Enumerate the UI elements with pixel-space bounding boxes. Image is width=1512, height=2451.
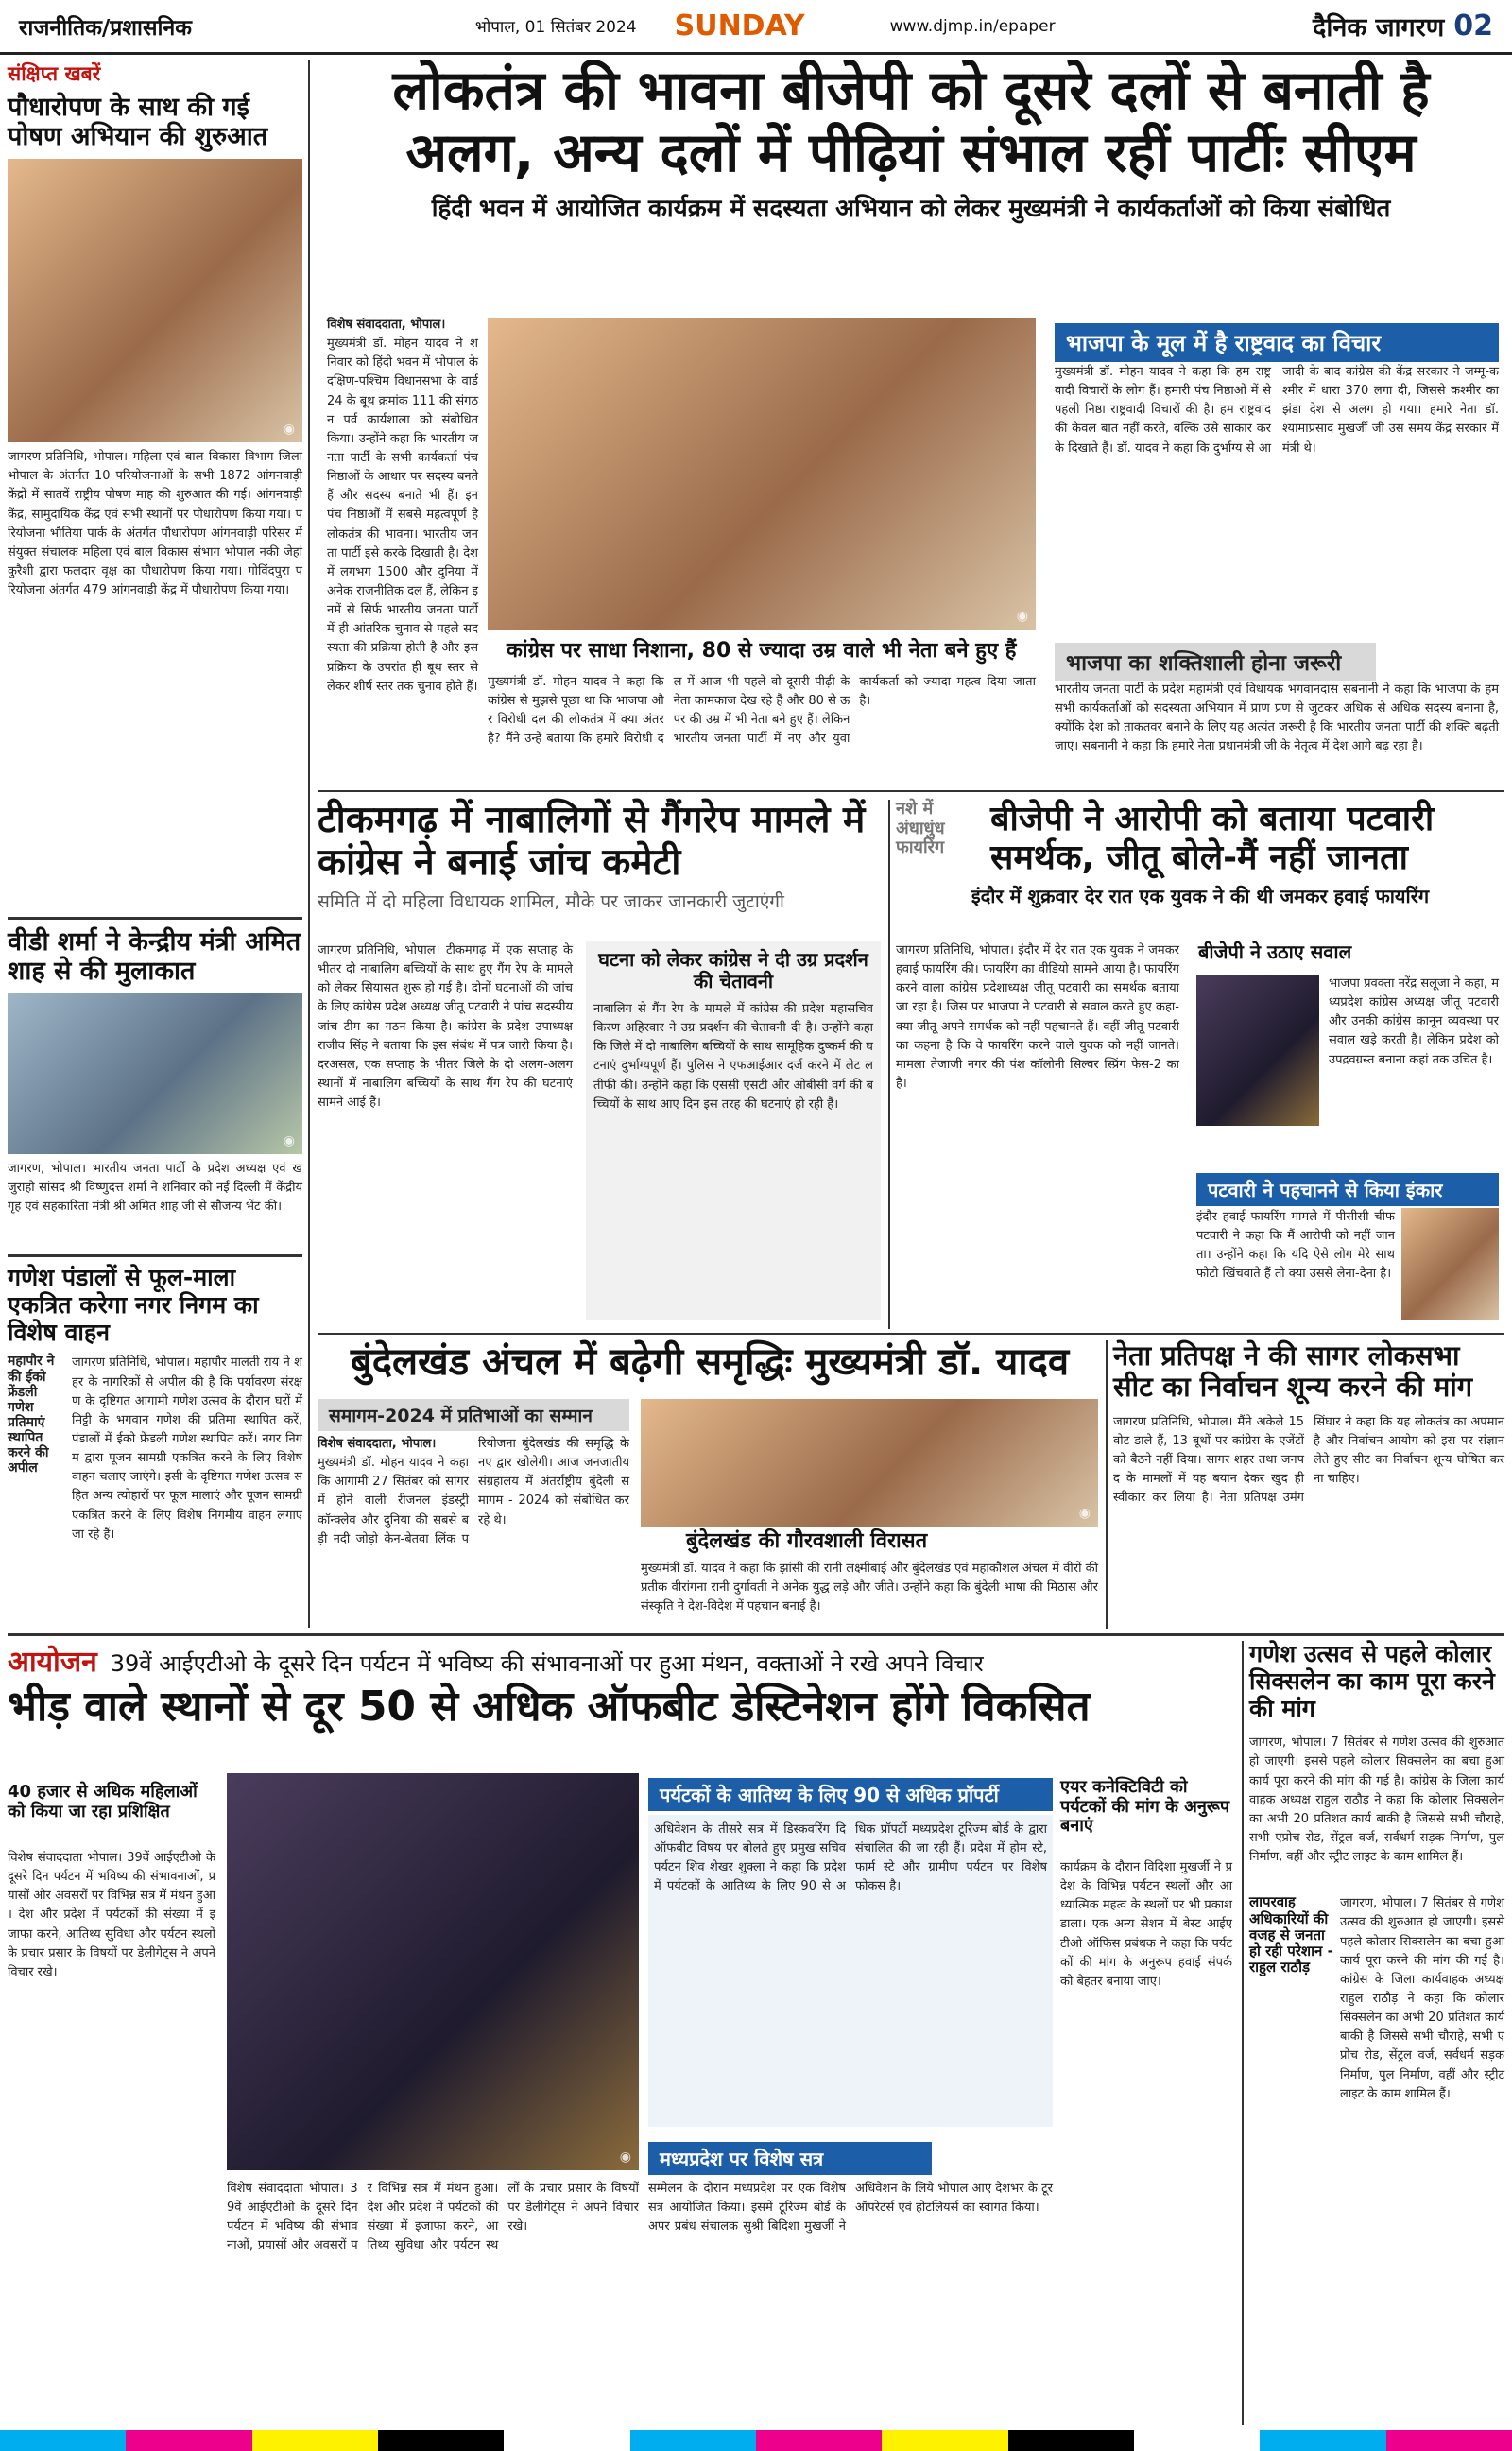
- firing-kicker: नशे में अंधाधुंध फायरिंग: [896, 799, 945, 858]
- tourism-box2-body: सम्मेलन के दौरान मध्यप्रदेश पर एक विशेष सत्र आयोजित किया। इसमें टूरिज्म बोर्ड के अपर प्रबंध संचालक सुश्री बिदिशा मुखर्जी ने अधिवेशन के लिये भोपाल आए देशभर के टूर ऑपरेटर्स एवं होटलियर्स का स्वागत किया।: [648, 2182, 1053, 2235]
- lead-box1-body: मुख्यमंत्री डॉ. मोहन यादव ने कहा कि हम राष्ट्रवादी विचारों के लोग हैं। हमारी पंच निष्ठाओं में से पहली निष्ठा राष्ट्रवादी विचारों की है। हम राष्ट्रवाद की केवल बात नहीं करते, बल्कि उसे साकार करके दिखाते हैं। डॉ. यादव ने कहा कि दुर्भाग्य से आजादी के बाद कांग्रेस की केंद्र सरकार ने जम्मू-कश्मीर में धारा 370 लगा दी, जिससे कश्मीर का झंडा देश से अलग हो गया। हमारे नेता डॉ. श्यामाप्रसाद मुखर्जी जी उस समय केंद्र सरकार में मंत्री थे।: [1055, 365, 1499, 456]
- brief-news-tag: संक्षिप्त खबरें: [8, 62, 101, 85]
- horizontal-rule: [318, 1333, 1504, 1335]
- print-color-strip: [0, 2430, 1512, 2451]
- camera-icon: ◉: [619, 2149, 631, 2165]
- firing-box-title: बीजेपी ने उठाए सवाल: [1198, 941, 1352, 963]
- lead-box2-title: भाजपा का शक्तिशाली होना जरूरी: [1055, 643, 1376, 681]
- story3-side: महापौर ने की ईको फ्रेंडली गणेश प्रतिमाएं स्थापित करने की अपील: [8, 1354, 55, 1476]
- tourism-story: [8, 1641, 1236, 2425]
- firing-box2-body: इंदौर हवाई फायरिंग मामले में पीसीसी चीफ पटवारी ने कहा कि मैं आरोपी को नहीं जानता। उन्होंने कहा कि यदि ऐसे लोग मेरे साथ फोटो खिंचवाते हैं तो क्या उससे लेना-देना है।: [1196, 1210, 1395, 1282]
- tourism-box1-body: अधिवेशन के तीसरे सत्र में डिस्कवरिंग दि ऑफबीट विषय पर बोलते हुए प्रमुख सचिव पर्यटन शिव शेखर शुक्ला ने कहा कि प्रदेश में पर्यटकों के आतिथ्य के लिए 90 से अधिक प्रॉपर्टी मध्यप्रदेश टूरिज्म बोर्ड के द्वारा संचालित की जा रही हैं। प्रदेश में होम स्टे, फार्म स्टे और ग्रामीण पर्यटन पर विशेष फोकस है।: [648, 1815, 1053, 2127]
- tourism-box1-title: पर्यटकों के आतिथ्य के लिए 90 से अधिक प्रॉपर्टी: [648, 1778, 1053, 1811]
- firing-headline: बीजेपी ने आरोपी को बताया पटवारी समर्थक, जीतू बोले-मैं नहीं जानता: [990, 800, 1435, 878]
- tourism-photo: [227, 1773, 639, 2170]
- lead-headline: लोकतंत्र की भावना बीजेपी को दूसरे दलों से बनाती है अलग, अन्य दलों में पीढ़ियां संभाल रहीं पार्टीः सीएम: [392, 60, 1430, 184]
- story1-title: पौधारोपण के साथ की गई पोषण अभियान की शुरुआत: [8, 93, 268, 152]
- tourism-body: विशेष संवाददाता भोपाल। 39वें आईएटीओ के दूसरे दिन पर्यटन में भविष्य की संभावनाओं, प्रयासों और अवसरों पर विभिन्न सत्र में मंथन हुआ। देश और प्रदेश में पर्यटकों की संख्या में इजाफा करने, आतिथ्य सुविधा और पर्यटन स्थलों के प्रचार प्रसार के विषयों पर डेलीगेट्स ने अपने विचार रखे।: [227, 2182, 639, 2253]
- firing-story: [896, 800, 1504, 1329]
- tikamgarh-subhead: समिति में दो महिला विधायक शामिल, मौके पर जाकर जानकारी जुटाएंगी: [318, 890, 784, 912]
- bundelkhand-body: मुख्यमंत्री डॉ. मोहन यादव ने कहा कि आगामी 27 सितंबर को सागर में होने वाली रीजनल इंडस्ट्री कॉन्क्लेव और दुनिया की सबसे बड़ी नदी जोड़ो केन-बेतवा लिंक परियोजना बुंदेलखंड की समृद्धि के नए द्वार खोलेगी। आज जनजातीय संग्रहालय में अंतर्राष्ट्रीय बुंदेली समागम - 2024 को संबोधित कर रहे थे।: [318, 1437, 629, 1546]
- sagar-story: [1113, 1340, 1504, 1629]
- camera-icon: ◉: [1016, 609, 1028, 624]
- dateline: भोपाल, 01 सितंबर 2024: [474, 18, 637, 37]
- firing-accused-photo: [1196, 975, 1319, 1126]
- firing-box-body: भाजपा प्रवक्ता नरेंद्र सलूजा ने कहा, मध्यप्रदेश कांग्रेस अध्यक्ष जीतू पटवारी और उनकी कांग्रेस कानून व्यवस्था पर सवाल खड़े करती है। लेकिन प्रदेश को उपद्रवग्रस्त बनाना कहां तक उचित है।: [1329, 976, 1499, 1067]
- divider: [8, 917, 302, 920]
- tourism-kicker: 39वें आईएटीओ के दूसरे दिन पर्यटन में भविष्य की संभावनाओं पर हुआ मंथन, वक्ताओं ने रखे अपने विचार: [110, 1650, 984, 1677]
- tikamgarh-story: [318, 800, 885, 1329]
- ganesh-body-cont: जागरण, भोपाल। 7 सितंबर से गणेश उत्सव की शुरुआत हो जाएगी। इससे पहले कोलार सिक्सलेन का बचा हुआ कार्य पूरा करने की मांग की गई है। कांग्रेस के जिला कार्यवाहक अध्यक्ष राहुल राठौड़ ने कहा कि कोलार सिक्सलेन का अभी 20 प्रतिशत कार्य बाकी है जिससे सभी चौराहे, सभी एप्रोच रोड, सेंट्रल वर्ज, सर्वधर्म सड़क निर्माण, पुल निर्माण, वहीं और स्ट्रीट लाइट के काम शामिल हैं।: [1340, 1896, 1504, 2101]
- firing-subhead: इंदौर में शुक्रवार देर रात एक युवक ने की थी जमकर हवाई फायरिंग: [971, 884, 1430, 907]
- bundelkhand-caption-body: मुख्यमंत्री डॉ. यादव ने कहा कि झांसी की रानी लक्ष्मीबाई और बुंदेलखंड एवं महाकौशल अंचल में वीरों की प्रतीक वीरांगना रानी दुर्गावती ने अनेक युद्ध लड़े और जीते। उन्होंने कहा कि बुंदेली भाषा की मिठास और संस्कृति ने देश-विदेश में पहचान बनाई है।: [641, 1562, 1098, 1614]
- epaper-url[interactable]: www.djmp.in/epaper: [889, 16, 1056, 36]
- lead-caption-body: मुख्यमंत्री डॉ. मोहन यादव ने कहा कि कांग्रेस से मुझसे पूछा था कि भाजपा और विरोधी दल की लोकतंत्र में क्या अंतर है? मैंने उन्हें बताया कि हमारे विरोधी दल में आज भी पहले वो दूसरी पीढ़ी के नेता कामकाज देख रहे हैं और 80 से ऊपर की उम्र में भी नेता बने हुए हैं। लेकिन भारतीय जनता पार्टी में नए और युवा कार्यकर्ता को ज्यादा महत्व दिया जाता है।: [488, 675, 1036, 747]
- column-rule: [888, 800, 890, 1329]
- camera-icon: ◉: [283, 422, 295, 438]
- horizontal-rule: [8, 1633, 1504, 1636]
- story1-photo: [8, 159, 302, 442]
- ganesh-side: लापरवाह अधिकारियों की वजह से जनता हो रही परेशान - राहुल राठौड़: [1249, 1893, 1333, 1976]
- brand-label: SUNDAY: [674, 9, 805, 43]
- bundelkhand-headline: बुंदेलखंड अंचल में बढ़ेगी समृद्धिः मुख्यमंत्री डॉ. यादव: [350, 1340, 1070, 1384]
- story3-body: जागरण प्रतिनिधि, भोपाल। महापौर मालती राय ने शहर के नागरिकों से अपील की है कि पर्यावरण संरक्षण के दृष्टिगत आगामी गणेश उत्सव के दौरान घरों में मिट्टी के भगवान गणेश की प्रतिमा स्थापित करें, पंडालों में ईको फ्रेंडली गणेश स्थापित करें। नगर निगम द्वारा पूजन सामग्री एकत्रित करने के लिए विशेष वाहन चलाए जाएंगे। इसी के दृष्टिगत गणेश उत्सव सहित अन्य त्योहारों पर फूल मालाएं और पूजन सामग्री एकत्रित करने के लिए विशेष निगमीय वाहन लगाए जा रहे हैं।: [72, 1355, 302, 1542]
- lead-byline: विशेष संवाददाता, भोपाल।: [327, 318, 446, 332]
- ganesh-story: [1249, 1641, 1504, 2425]
- bundelkhand-byline: विशेष संवाददाता, भोपाल।: [318, 1437, 437, 1451]
- column-rule: [1242, 1641, 1244, 2425]
- paper-name: दैनिक जागरण: [1313, 13, 1445, 43]
- lead-photo: [488, 318, 1036, 630]
- story2-title: वीडी शर्मा ने केन्द्रीय मंत्री अमित शाह से की मुलाकात: [8, 927, 301, 987]
- lead-subhead: हिंदी भवन में आयोजित कार्यक्रम में सदस्यता अभियान को लेकर मुख्यमंत्री ने कार्यकर्ताओं को किया संबोधित: [431, 195, 1391, 224]
- tourism-side-body: विशेष संवाददाता भोपाल। 39वें आईएटीओ के दूसरे दिन पर्यटन में भविष्य की संभावनाओं, प्रयासों और अवसरों पर विभिन्न सत्र में मंथन हुआ। देश और प्रदेश में पर्यटकों की संख्या में इजाफा करने, आतिथ्य सुविधा और पर्यटन स्थलों के प्रचार प्रसार के विषयों पर डेलीगेट्स ने अपने विचार रखे।: [8, 1851, 215, 1979]
- lead-caption: कांग्रेस पर साधा निशाना, 80 से ज्यादा उम्र वाले भी नेता बने हुए हैं: [507, 639, 1017, 663]
- lead-box2-body: भारतीय जनता पार्टी के प्रदेश महामंत्री एवं विधायक भगवानदास सबनानी ने कहा कि भाजपा के हम सभी कार्यकर्ताओं को सदस्यता अभियान में प्राण प्रण से जुटकर अधिक से अधिक सदस्य बनाना है, क्योंकि देश को ताकतवर बनाने के लिए यह अत्यंत जरूरी है कि भारतीय जनता पार्टी की शक्ति बढ़ती जाए। सबनानी ने कहा कि हमारे नेता प्रधानमंत्री जी के नेतृत्व में देश आगे बढ़ रहा है।: [1055, 682, 1499, 754]
- bundelkhand-bar: समागम-2024 में प्रतिभाओं का सम्मान: [318, 1399, 629, 1431]
- tourism-side-title: 40 हजार से अधिक महिलाओं को किया जा रहा प्रशिक्षित: [8, 1782, 198, 1821]
- section-label: राजनीतिक/प्रशासनिक: [19, 15, 192, 41]
- tourism-box3-title: एयर कनेक्टिविटी को पर्यटकों की मांग के अनुरूप बनाएं: [1060, 1777, 1230, 1837]
- story2-photo: [8, 993, 302, 1154]
- camera-icon: ◉: [283, 1133, 295, 1149]
- bundelkhand-caption: बुंदेलखंड की गौरवशाली विरासत: [686, 1529, 928, 1553]
- sagar-body: जागरण प्रतिनिधि, भोपाल। मैंने अकेले 15 वोट डाले हैं, 13 बूथों पर कांग्रेस के एजेंटों को बैठने नहीं दिया। सागर शहर तथा जनपद के मामलों में यह बयान देकर खुद ही स्वीकार कर लिया है। नेता प्रतिपक्ष उमंग सिंघार ने कहा कि यह लोकतंत्र का अपमान है और निर्वाचन आयोग को इस पर संज्ञान लेते हुए सीट का निर्वाचन शून्य घोषित करना चाहिए।: [1113, 1414, 1504, 1506]
- firing-box2-title: पटवारी ने पहचानने से किया इंकार: [1196, 1173, 1499, 1206]
- sagar-headline: नेता प्रतिपक्ष ने की सागर लोकसभा सीट का निर्वाचन शून्य करने की मांग: [1113, 1339, 1473, 1404]
- tourism-tag: आयोजन: [8, 1646, 97, 1679]
- lead-box1-title: भाजपा के मूल में है राष्ट्रवाद का विचार: [1055, 323, 1499, 362]
- firing-body: जागरण प्रतिनिधि, भोपाल। इंदौर में देर रात एक युवक ने जमकर हवाई फायरिंग की। फायरिंग का वीडियो सामने आया है। फायरिंग करने वाला कांग्रेस प्रदेशाध्यक्ष जीतू पटवारी का समर्थक बताया जा रहा है। जिस पर भाजपा ने पटवारी से सवाल करते हुए कहा- क्या जीतू अपने समर्थक को नहीं पहचानते हैं। वहीं जीतू पटवारी का कहना है कि वे फायरिंग करने वाले युवक को नहीं जानते। मामला तेजाजी नगर की पंश कॉलोनी सिल्वर स्प्रिंग फेस-2 का है।: [896, 943, 1179, 1091]
- story1-body: जागरण प्रतिनिधि, भोपाल। महिला एवं बाल विकास विभाग जिला भोपाल के अंतर्गत 10 परियोजनाओं के सभी 1872 आंगनवाड़ी केंद्रों में सातवें राष्ट्रीय पोषण माह की शुरुआत की गई। आंगनवाड़ी केंद्र, सामुदायिक केंद्र एवं सभी स्थानों पर पौधारोपण किया गया। परियोजना भौतिया पार्क के अंतर्गत पौधारोपण आंगनवाड़ी परिसर में संयुक्त संचालक महिला एवं बाल विकास संभाग भोपाल नकी जेहां कुरैशी द्वारा फलदार वृक्ष का पौधारोपण किया गया। गोविंदपुरा परियोजना अंतर्गत 479 आंगनवाड़ी केंद्र में पौधारोपण किया गया।: [8, 450, 302, 598]
- tourism-headline: भीड़ वाले स्थानों से दूर 50 से अधिक ऑफबीट डेस्टिनेशन होंगे विकसित: [8, 1683, 1091, 1731]
- patwari-photo: [1401, 1208, 1499, 1320]
- camera-icon: ◉: [1078, 1506, 1091, 1521]
- page-header: [0, 0, 1512, 55]
- tourism-box2-title: मध्यप्रदेश पर विशेष सत्र: [648, 2142, 932, 2175]
- ganesh-headline: गणेश उत्सव से पहले कोलार सिक्सलेन का काम पूरा करने की मांग: [1249, 1640, 1495, 1722]
- lead-body: मुख्यमंत्री डॉ. मोहन यादव ने शनिवार को हिंदी भवन में भोपाल के दक्षिण-पश्चिम विधानसभा के वार्ड 24 के बूथ क्रमांक 111 की संगठन पर्व कार्यशाला को संबोधित किया। उन्होंने कहा कि भारतीय जनता पार्टी के सभी कार्यकर्ता पंच निष्ठाओं के आधार पर सदस्य बनते हैं और सदस्य बनाते भी हैं। इन पंच निष्ठाओं में सबसे महत्वपूर्ण है लोकतंत्र की भावना। भारतीय जनता पार्टी इसे करके दिखाती है। देश में लगभग 1500 और दुनिया में अनेक राजनीतिक दल हैं, लेकिन इनमें से सिर्फ भारतीय जनता पार्टी में ही आंतरिक चुनाव से पहले सदस्यता की प्रक्रिया होती है और इस प्रक्रिया के उपरांत ही बूथ स्तर से लेकर शीर्ष स्तर तक चुनाव होते हैं।: [327, 337, 478, 694]
- tikamgarh-headline: टीकमगढ़ में नाबालिगों से गैंगरेप मामले में कांग्रेस ने बनाई जांच कमेटी: [318, 799, 866, 884]
- column-rule: [1106, 1340, 1108, 1629]
- tikamgarh-box-body: नाबालिग से गैंग रेप के मामले में कांग्रेस की प्रदेश महासचिव किरण अहिरवार ने उग्र प्रदर्शन की चेतावनी दी है। उन्होंने कहा कि जिले में दो नाबालिग बच्चियों के साथ सामूहिक दुष्कर्म की घटनाएं दुर्भाग्यपूर्ण हैं। पुलिस ने एफआईआर दर्ज करने में लेट लतीफी की। उन्होंने कहा कि एससी एसटी और ओबीसी वर्ग की बच्चियों के साथ आए दिन इस तरह की घटनाएं हो रही हैं।: [593, 1002, 873, 1112]
- tikamgarh-body: जागरण प्रतिनिधि, भोपाल। टीकमगढ़ में एक सप्ताह के भीतर दो नाबालिग बच्चियों के साथ हुए गैंग रेप के मामले को लेकर सियासत शुरू हो गई है। दोनों घटनाओं की जांच के लिए कांग्रेस प्रदेश अध्यक्ष जीतू पटवारी ने पांच सदस्यीय जांच टीम का गठन किया है। कांग्रेस के प्रदेश उपाध्यक्ष राजीव सिंह ने बताया कि इस संबंध में पत्र जारी किया है। दरअसल, एक सप्ताह के भीतर जिले के दो अलग-अलग स्थानों में नाबालिग बच्चियों के साथ गैंग रेप की घटनाएं सामने आई हैं।: [318, 943, 573, 1111]
- bundelkhand-photo: [641, 1399, 1098, 1527]
- tikamgarh-box: [586, 941, 881, 1320]
- page-number: 02: [1453, 9, 1493, 43]
- divider: [8, 1254, 302, 1257]
- ganesh-body: जागरण, भोपाल। 7 सितंबर से गणेश उत्सव की शुरुआत हो जाएगी। इससे पहले कोलार सिक्सलेन का बचा हुआ कार्य पूरा करने की मांग की गई है। कांग्रेस के जिला कार्यवाहक अध्यक्ष राहुल राठौड़ ने कहा कि कोलार सिक्सलेन का अभी 20 प्रतिशत कार्य बाकी है जिससे सभी चौराहे, सभी एप्रोच रोड, सेंट्रल वर्ज, सर्वधर्म सड़क निर्माण, पुल निर्माण, वहीं और स्ट्रीट लाइट के काम शामिल हैं।: [1249, 1735, 1504, 1865]
- tikamgarh-box-title: घटना को लेकर कांग्रेस ने दी उग्र प्रदर्शन की चेतावनी: [598, 948, 868, 992]
- column-rule: [308, 60, 310, 1628]
- story3-title: गणेश पंडालों से फूल-माला एकत्रित करेगा नगर निगम का विशेष वाहन: [8, 1264, 259, 1346]
- bundelkhand-story: [318, 1340, 1102, 1629]
- tourism-box3-body: कार्यक्रम के दौरान विदिशा मुखर्जी ने प्रदेश के विभिन्न पर्यटन स्थलों और आध्यात्मिक महत्व के स्थलों पर भी प्रकाश डाला। एक अन्य सेशन में बेस्ट आईएटीओ ऑफिस प्रबंधक ने कहा कि पर्यटकों की मांग के अनुरूप हवाई संपर्क को बेहतर बनाया जाए।: [1060, 1860, 1232, 1989]
- horizontal-rule: [318, 790, 1504, 792]
- story2-body: जागरण, भोपाल। भारतीय जनता पार्टी के प्रदेश अध्यक्ष एवं खजुराहो सांसद श्री विष्णुदत्त शर्मा ने शनिवार को नई दिल्ली में केंद्रीय गृह एवं सहकारिता मंत्री श्री अमित शाह जी से सौजन्य भेंट की।: [8, 1162, 302, 1215]
- left-column: [8, 60, 302, 1625]
- lead-story: [318, 60, 1504, 788]
